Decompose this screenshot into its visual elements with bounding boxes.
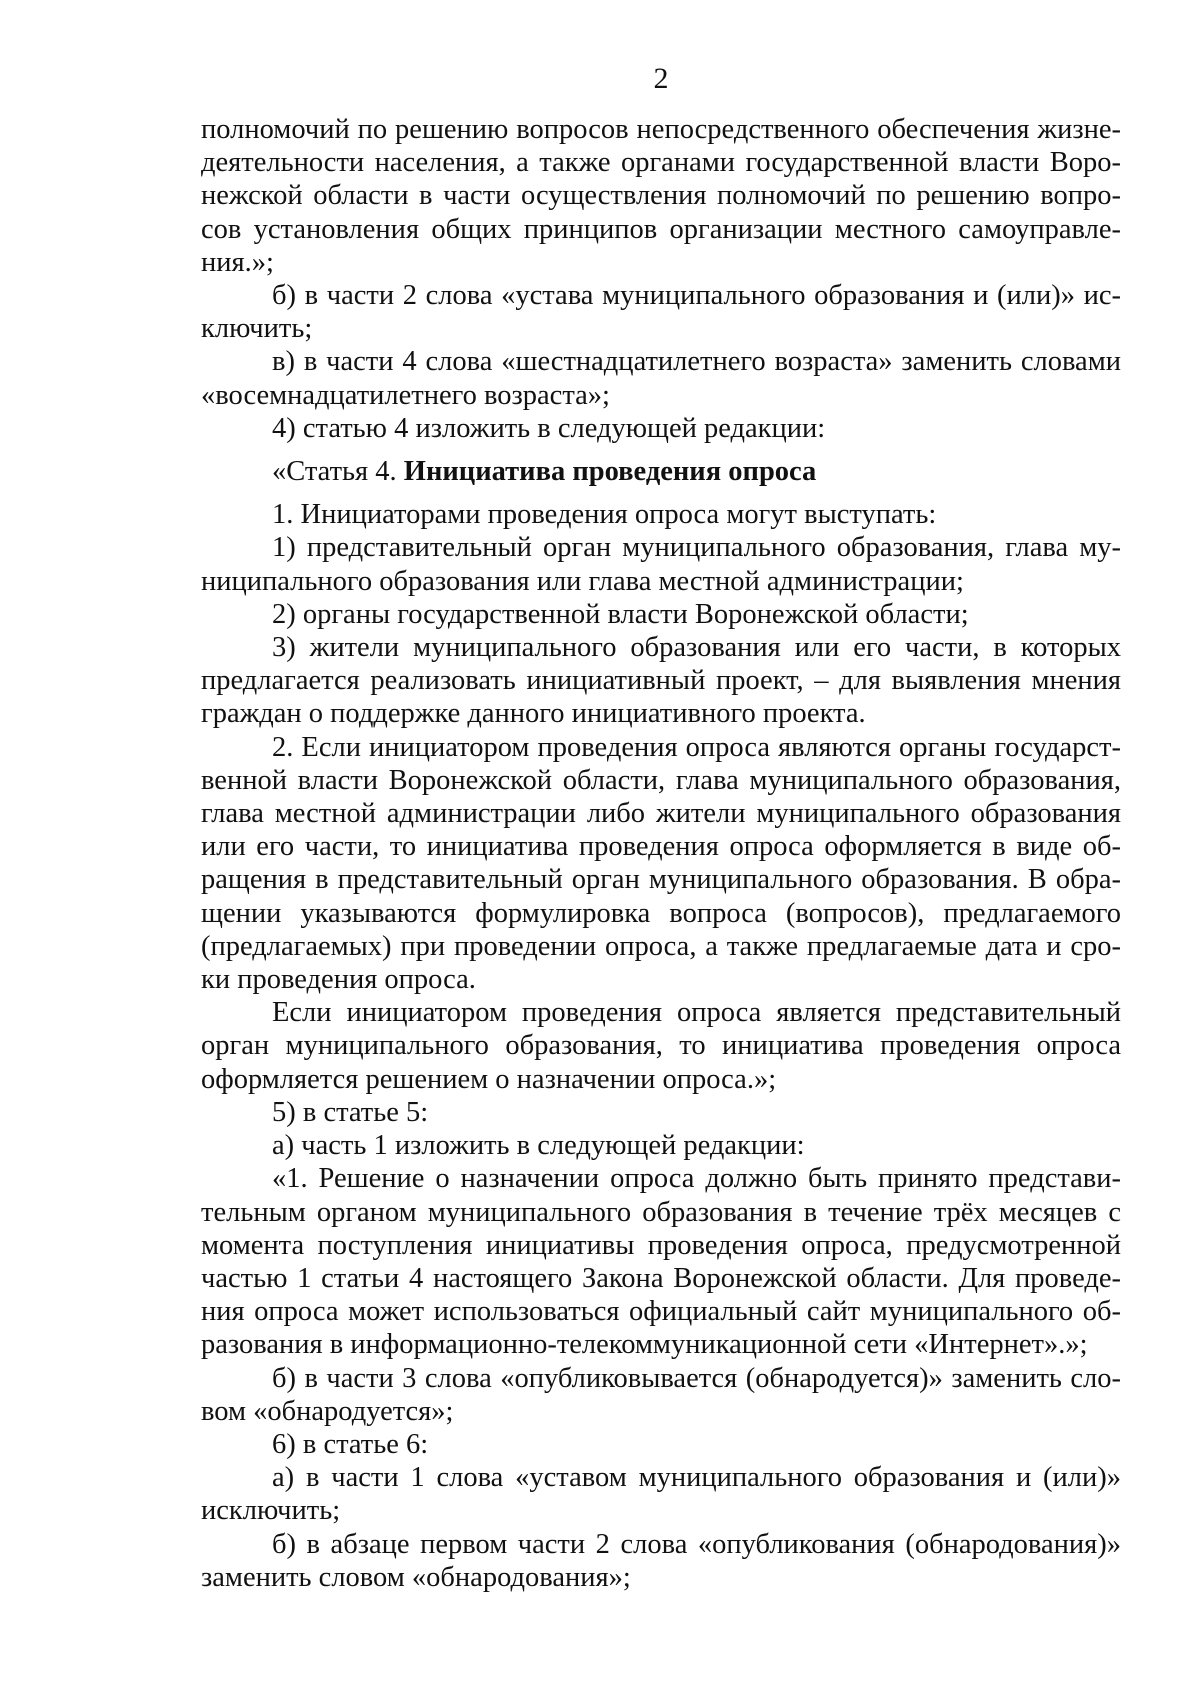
text-line bbox=[201, 1096, 1121, 1129]
text-line-content: полномочий по решению вопросов непосредственного обеспечения жизне- bbox=[201, 114, 1121, 145]
text-line bbox=[201, 1196, 1121, 1229]
text-line bbox=[201, 1494, 1121, 1527]
text-line bbox=[201, 731, 1121, 764]
text-line bbox=[201, 830, 1121, 863]
text-line-content: 1) представительный орган муниципального образования, глава му- bbox=[272, 532, 1121, 564]
text-line bbox=[201, 113, 1121, 146]
text-line bbox=[201, 1029, 1121, 1062]
paragraph-spacer bbox=[201, 445, 1121, 455]
text-line bbox=[201, 1262, 1121, 1295]
text-line bbox=[201, 1428, 1121, 1461]
text-line bbox=[201, 963, 1121, 996]
text-line-content: ниципального образования или глава местной администрации; bbox=[201, 565, 964, 597]
text-line bbox=[201, 179, 1121, 212]
text-line-content: или его части, то инициатива проведения опроса оформляется в виде об- bbox=[201, 831, 1121, 863]
text-line bbox=[201, 498, 1121, 531]
text-line-content: венной власти Воронежской области, глава муниципального образования, bbox=[201, 764, 1121, 796]
text-line bbox=[201, 565, 1121, 598]
text-line bbox=[201, 1528, 1121, 1561]
text-line bbox=[201, 246, 1121, 279]
article-heading: Инициатива проведения опроса bbox=[403, 456, 817, 488]
text-line bbox=[201, 455, 1121, 488]
text-line-content: орган муниципального образования, то инициатива проведения опроса bbox=[201, 1030, 1121, 1062]
text-line bbox=[201, 797, 1121, 830]
text-line bbox=[201, 279, 1121, 312]
text-line bbox=[201, 1063, 1121, 1096]
text-line-content: оформляется решением о назначении опроса.»; bbox=[201, 1063, 777, 1095]
text-line-content: заменить словом «обнародования»; bbox=[201, 1561, 631, 1593]
text-line-content: граждан о поддержке данного инициативного проекта. bbox=[201, 698, 866, 730]
text-line bbox=[201, 1362, 1121, 1395]
text-line-content: ключить; bbox=[201, 313, 313, 345]
text-line-content: 2. Если инициатором проведения опроса являются органы государст- bbox=[272, 731, 1121, 763]
text-line-content: частью 1 статьи 4 настоящего Закона Воронежской области. Для проведе- bbox=[201, 1262, 1121, 1294]
text-line bbox=[201, 764, 1121, 797]
text-line-content: (предлагаемых) при проведении опроса, а также предлагаемые дата и сро- bbox=[201, 930, 1121, 962]
text-line bbox=[201, 1328, 1121, 1361]
text-line-content: ния.»; bbox=[201, 246, 274, 278]
text-line bbox=[201, 379, 1121, 412]
text-line bbox=[201, 531, 1121, 564]
text-line-content: 4) статью 4 изложить в следующей редакции: bbox=[272, 412, 826, 444]
text-line-content: б) в абзаце первом части 2 слова «опубликования (обнародования)» bbox=[272, 1528, 1121, 1560]
text-line-content: исключить; bbox=[201, 1495, 341, 1527]
text-line-content: тельным органом муниципального образования в течение трёх месяцев с bbox=[201, 1196, 1121, 1228]
text-line bbox=[201, 996, 1121, 1029]
text-line-content: б) в части 2 слова «устава муниципального образования и (или)» ис- bbox=[272, 280, 1121, 312]
text-line-content: ки проведения опроса. bbox=[201, 964, 476, 996]
text-line-content: деятельности населения, а также органами государственной власти Воро- bbox=[201, 147, 1121, 179]
text-line bbox=[201, 1162, 1121, 1195]
text-line-content: ращения в представительный орган муниципального образования. В обра- bbox=[201, 864, 1121, 896]
text-line bbox=[201, 598, 1121, 631]
text-line-content: момента поступления инициативы проведения опроса, предусмотренной bbox=[201, 1229, 1121, 1261]
text-line-content: 3) жители муниципального образования или его части, в которых bbox=[272, 632, 1121, 664]
text-line bbox=[201, 312, 1121, 345]
text-line bbox=[201, 1129, 1121, 1162]
text-line-content: а) часть 1 изложить в следующей редакции: bbox=[272, 1130, 805, 1162]
text-line bbox=[201, 1229, 1121, 1262]
text-line-content: вом «обнародуется»; bbox=[201, 1395, 454, 1427]
text-line bbox=[201, 863, 1121, 896]
text-line-content: Если инициатором проведения опроса является представительный bbox=[272, 997, 1121, 1029]
text-line-content: глава местной администрации либо жители муниципального образования bbox=[201, 798, 1121, 830]
text-line-content: предлагается реализовать инициативный проект, – для выявления мнения bbox=[201, 665, 1121, 697]
text-line bbox=[201, 1295, 1121, 1328]
text-line bbox=[201, 697, 1121, 730]
text-line-content: 6) в статье 6: bbox=[272, 1428, 429, 1460]
text-line-content: а) в части 1 слова «уставом муниципального образования и (или)» bbox=[272, 1462, 1121, 1494]
text-line-content: «Статья 4. bbox=[272, 456, 404, 488]
text-line bbox=[201, 345, 1121, 378]
text-line bbox=[201, 897, 1121, 930]
text-line bbox=[201, 1395, 1121, 1428]
text-line-content: сов установления общих принципов организации местного самоуправле- bbox=[201, 213, 1121, 245]
text-line-content: «1. Решение о назначении опроса должно быть принято представи- bbox=[272, 1163, 1121, 1195]
text-line-content: «восемнадцатилетнего возраста»; bbox=[201, 379, 610, 411]
text-line bbox=[201, 664, 1121, 697]
text-line bbox=[201, 146, 1121, 179]
text-line-content: в) в части 4 слова «шестнадцатилетнего возраста» заменить словами bbox=[272, 346, 1121, 378]
text-line-content: щении указываются формулировка вопроса (вопросов), предлагаемого bbox=[201, 897, 1121, 929]
text-line bbox=[201, 1461, 1121, 1494]
text-line bbox=[201, 1561, 1121, 1594]
text-line bbox=[201, 213, 1121, 246]
text-line bbox=[201, 930, 1121, 963]
text-line-content: б) в части 3 слова «опубликовывается (обнародуется)» заменить сло- bbox=[272, 1362, 1121, 1394]
text-line-content: разования в информационно-телекоммуникационной сети «Интернет».»; bbox=[201, 1329, 1088, 1361]
document-body bbox=[201, 113, 1121, 1594]
text-line-content: 1. Инициаторами проведения опроса могут выступать: bbox=[272, 499, 937, 531]
text-line-content: нежской области в части осуществления полномочий по решению вопро- bbox=[201, 180, 1121, 212]
text-line bbox=[201, 412, 1121, 445]
paragraph-spacer bbox=[201, 488, 1121, 498]
text-line-content: ния опроса может использоваться официальный сайт муниципального об- bbox=[201, 1296, 1121, 1328]
text-line-content: 2) органы государственной власти Воронежской области; bbox=[272, 598, 969, 630]
text-line bbox=[201, 631, 1121, 664]
page-number: 2 bbox=[653, 62, 669, 95]
text-line-content: 5) в статье 5: bbox=[272, 1096, 429, 1128]
